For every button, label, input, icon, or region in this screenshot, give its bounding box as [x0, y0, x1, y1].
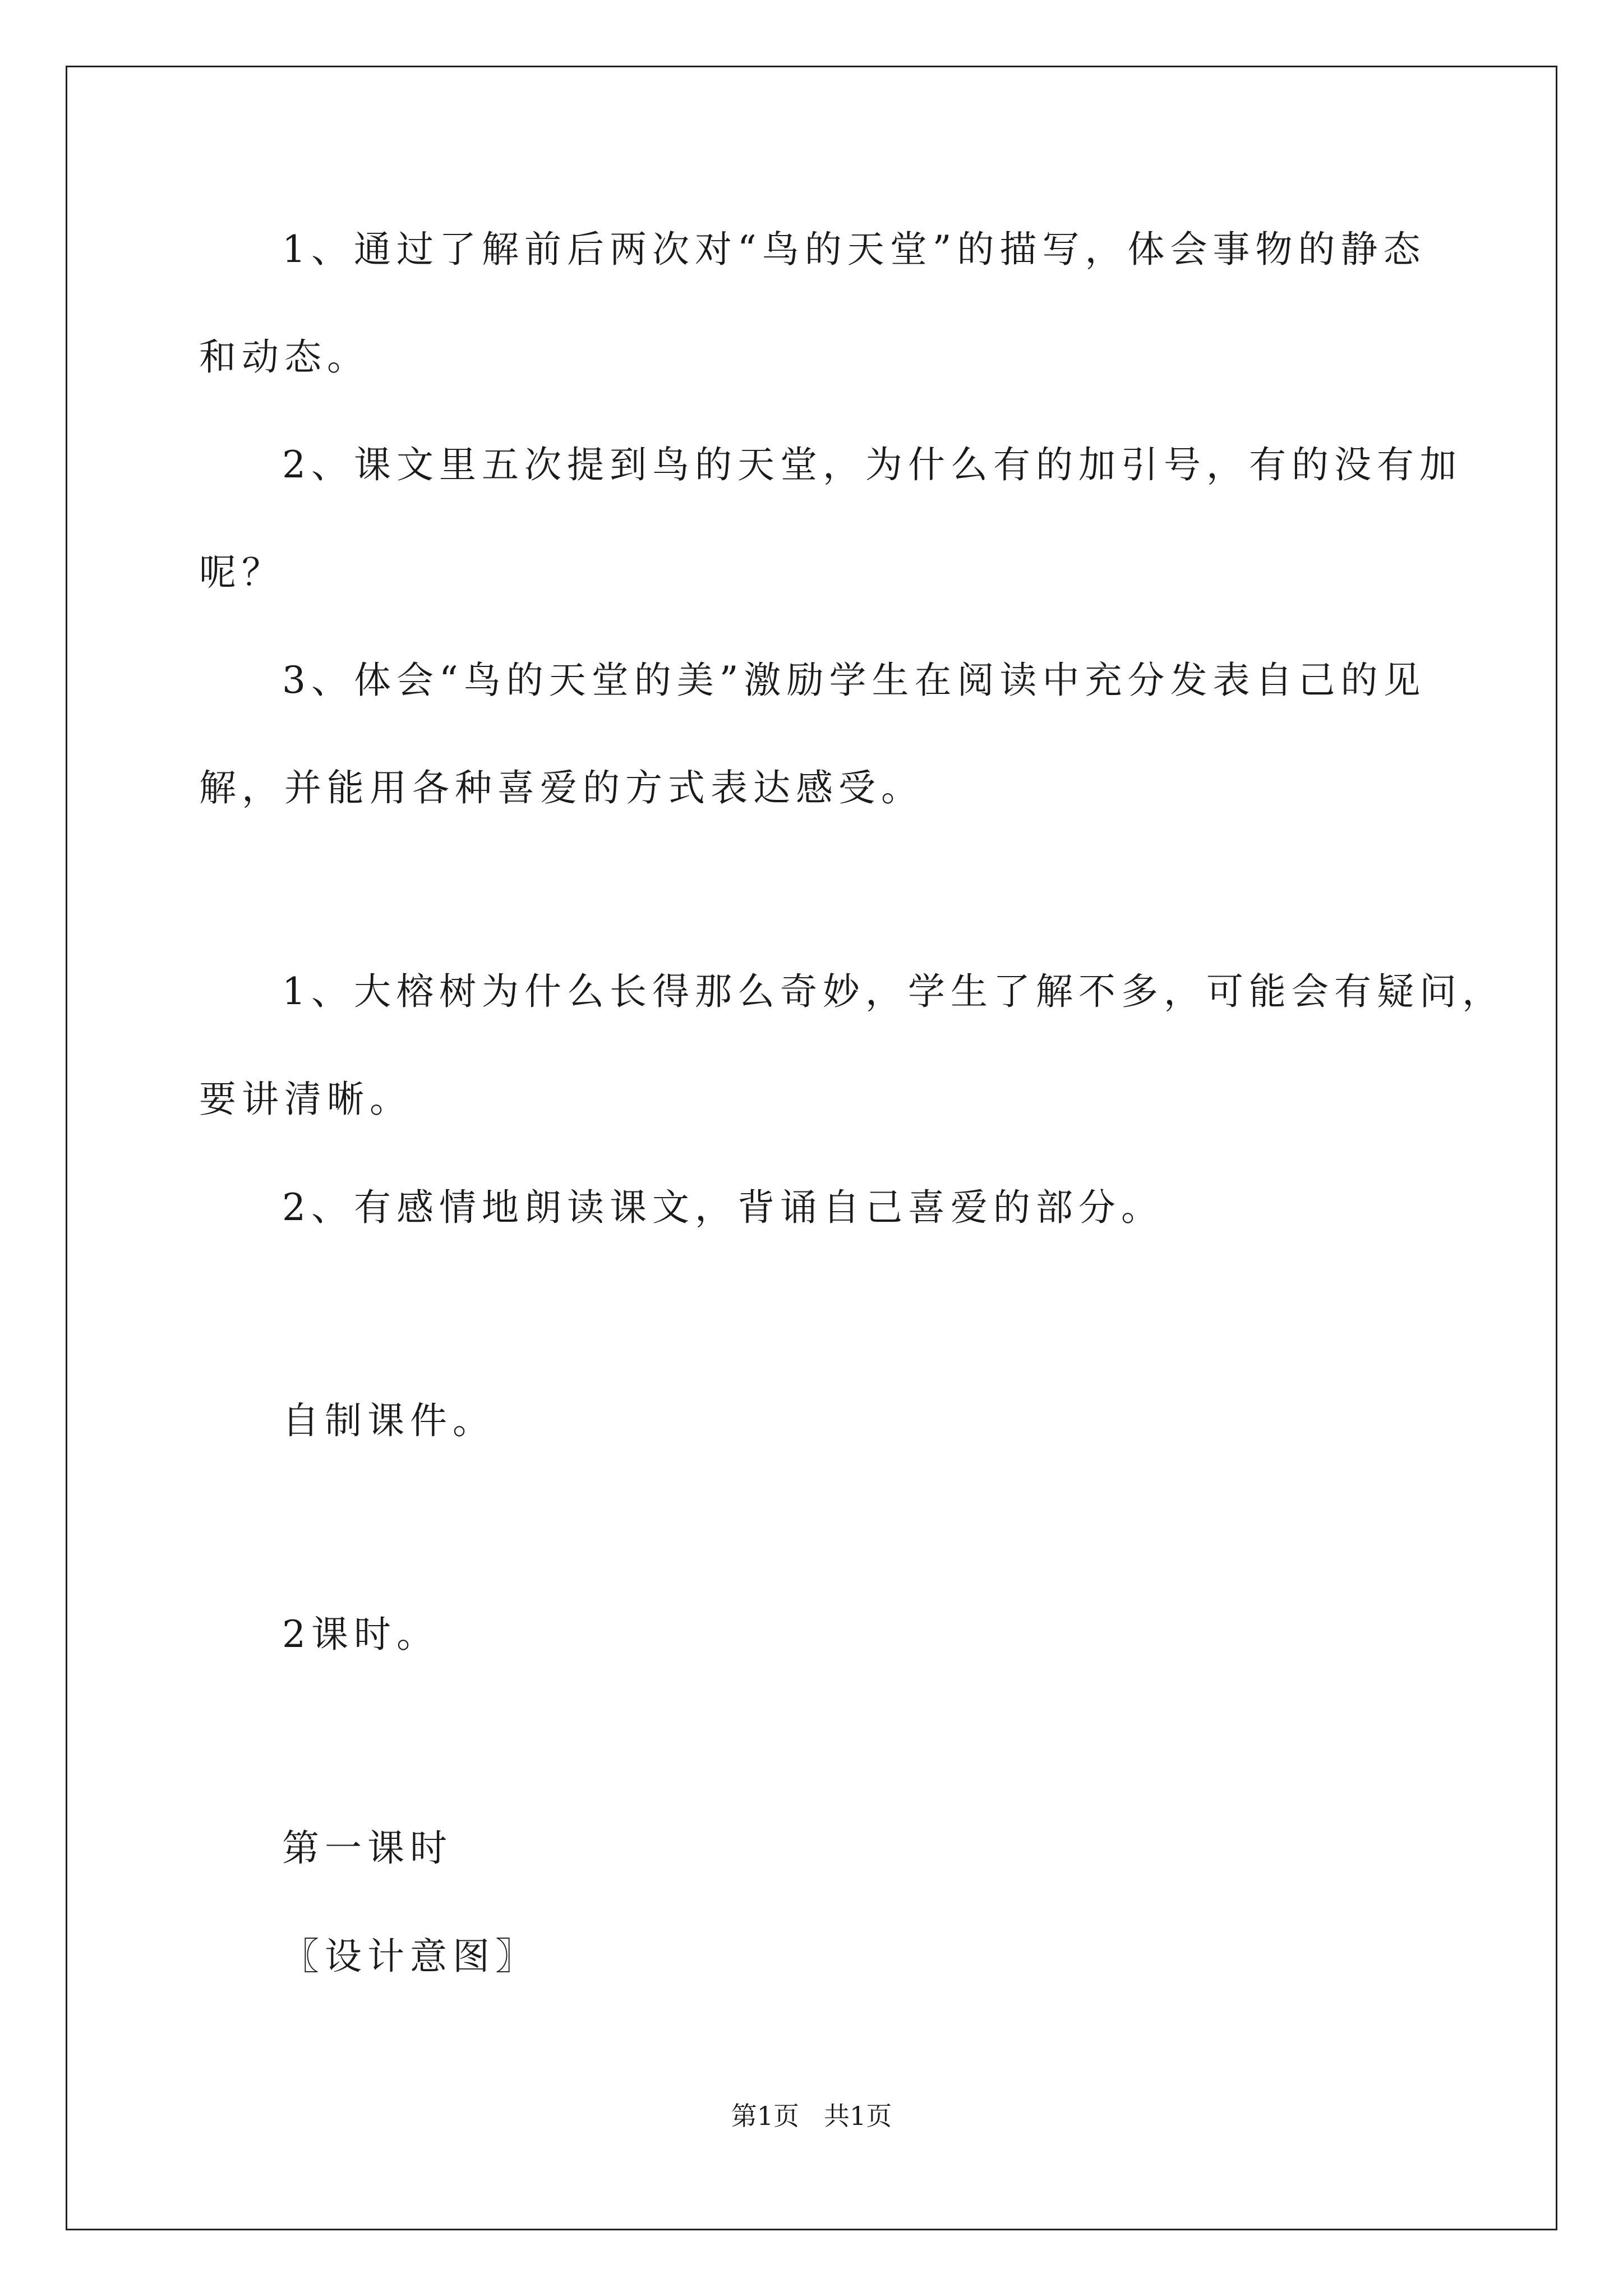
objective-2-line-2: 呢？: [199, 551, 284, 594]
page-border: [66, 66, 1557, 2230]
objective-3-line-1: 3、体会“鸟的天堂的美”激励学生在阅读中充分发表自己的见: [282, 659, 1426, 702]
page-footer: [0, 2099, 1623, 2133]
difficulty-1-line-1: 1、大榕树为什么长得那么奇妙，学生了解不多，可能会有疑问，: [282, 970, 1505, 1013]
lesson-heading: 第一课时: [282, 1826, 453, 1870]
objective-1-line-2: 和动态。: [199, 335, 370, 379]
difficulty-1-line-2: 要讲清晰。: [199, 1078, 412, 1121]
objective-2-line-1: 2、课文里五次提到鸟的天堂，为什么有的加引号，有的没有加: [282, 443, 1462, 486]
objective-3-line-2: 解，并能用各种喜爱的方式表达感受。: [199, 766, 924, 809]
footer-current-page: 第1页: [731, 2101, 800, 2131]
design-intent-heading: 〖设计意图〗: [282, 1935, 538, 1978]
difficulty-2-line-1: 2、有感情地朗读课文，背诵自己喜爱的部分。: [282, 1186, 1164, 1229]
objective-1-line-1: 1、通过了解前后两次对“鸟的天堂”的描写，体会事物的静态: [282, 228, 1426, 271]
preparation-text: 自制课件。: [282, 1399, 495, 1442]
duration-text: 2课时。: [282, 1613, 439, 1656]
footer-total-pages: 共1页: [823, 2101, 892, 2131]
